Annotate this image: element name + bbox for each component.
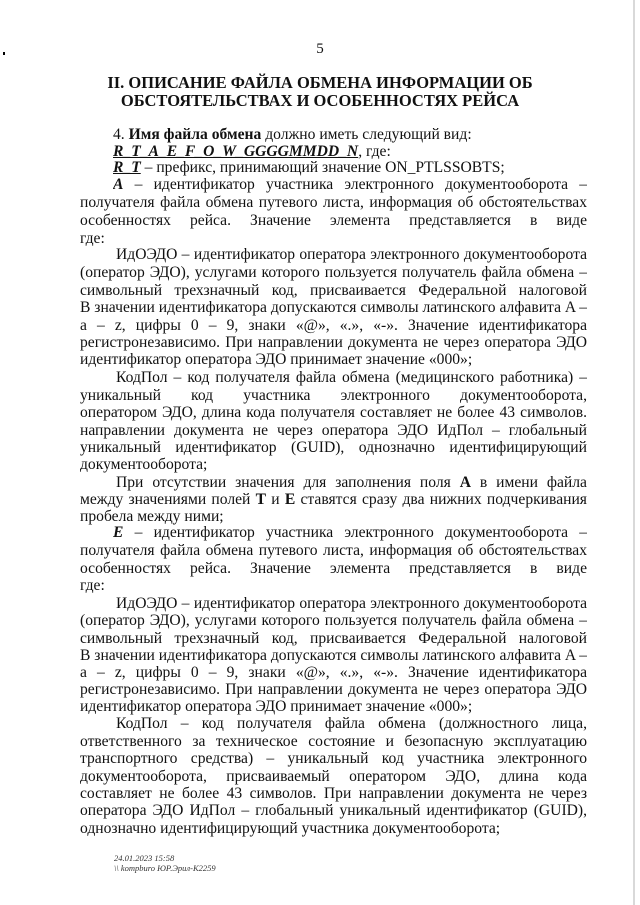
absence-field-a: А bbox=[459, 474, 471, 491]
a-block-line: особенностях рейса. Значение элемента представляется в виде bbox=[80, 212, 587, 229]
a-key: A bbox=[113, 176, 124, 193]
e-block-first-text: – идентификатор участника электронного документооборота – bbox=[123, 524, 587, 541]
e-kodpol-line: составляет не более 43 символов. При направлении документа не через bbox=[80, 785, 587, 802]
scan-edge bbox=[633, 0, 635, 905]
a-kodpol-line: направлении документа не через оператора ЭДО ИдПол – глобальный bbox=[80, 422, 587, 439]
a-idoedo-line: a – z, цифры 0 – 9, знаки «@», «.», «-». Значение идентификатора bbox=[80, 317, 587, 334]
absence-l1-pre: При отсутствии значения для заполнения поля bbox=[116, 474, 460, 491]
e-idoedo-line: В значении идентификатора допускаются символы латинского алфавита A – bbox=[80, 647, 587, 664]
a-kodpol-line: уникальный идентификатор (GUID), однозначно идентифицирующий bbox=[80, 439, 587, 456]
e-kodpol-line: документооборота, присваиваемый оператором ЭДО, длина кода bbox=[80, 768, 587, 785]
a-idoedo-line: символьный трехзначный код, присваивается Федеральной налоговой bbox=[80, 282, 587, 299]
e-block-line: получателя файла обмена путевого листа, информация об обстоятельствах bbox=[80, 542, 587, 559]
filename-suffix: , где: bbox=[358, 143, 391, 160]
absence-field-t: Т bbox=[255, 491, 267, 508]
a-block-first-line bbox=[113, 176, 587, 194]
absence-l2-post: ставятся сразу два нижних подчеркивания bbox=[300, 491, 587, 508]
section-title-line-2: ОБСТОЯТЕЛЬСТВАХ И ОСОБЕННОСТЯХ РЕЙСА bbox=[120, 91, 520, 110]
rt-text: – префикс, принимающий значение ON_PTLSSOBTS; bbox=[140, 159, 505, 176]
e-idoedo-line-last: идентификатор оператора ЭДО принимает значение «000»; bbox=[80, 698, 473, 715]
e-block-first-line bbox=[113, 524, 587, 542]
a-block-line-last: где: bbox=[80, 230, 105, 247]
absence-line-1 bbox=[116, 474, 587, 492]
absence-line-3: пробела между ними; bbox=[80, 508, 224, 525]
a-idoedo-line: ИдОЭДО – идентификатор оператора электронного документооборота bbox=[116, 246, 587, 263]
a-kodpol-line: уникальный код участника электронного документооборота, bbox=[80, 387, 587, 404]
section-title-line-1: II. ОПИСАНИЕ ФАЙЛА ОБМЕНА ИНФОРМАЦИИ ОБ bbox=[107, 73, 533, 92]
item4-bold-term: Имя файла обмена bbox=[128, 126, 262, 143]
e-idoedo-line: регистронезависимо. При направлении документа не через оператора ЭДО bbox=[80, 681, 587, 698]
e-kodpol-line: транспортного средства) – уникальный код участника электронного bbox=[80, 750, 587, 767]
a-block-line: получателя файла обмена путевого листа, информация об обстоятельствах bbox=[80, 194, 587, 211]
absence-l2-mid: и bbox=[266, 491, 285, 508]
absence-l2-pre: между значениями полей bbox=[80, 491, 256, 508]
a-idoedo-line: регистронезависимо. При направлении документа не через оператора ЭДО bbox=[80, 334, 587, 351]
e-kodpol-line: ответственного за техническое состояние и безопасную эксплуатацию bbox=[80, 733, 587, 750]
a-block-first-text: – идентификатор участника электронного документооборота – bbox=[123, 176, 587, 193]
e-idoedo-line: (оператор ЭДО), услугами которого пользуется получатель файла обмена – bbox=[80, 612, 587, 629]
e-kodpol-line-last: однозначно идентифицирующий участника документооборота; bbox=[80, 820, 501, 837]
e-idoedo-line: символьный трехзначный код, присваивается Федеральной налоговой bbox=[80, 630, 587, 647]
scan-speck bbox=[3, 52, 5, 55]
page-number: 5 bbox=[316, 41, 324, 57]
a-idoedo-line: В значении идентификатора допускаются символы латинского алфавита A – bbox=[80, 299, 587, 316]
filename-pattern: R_T_A_E_F_O_W_GGGGMMDD_N bbox=[113, 143, 359, 160]
e-block-line-last: где: bbox=[80, 577, 105, 594]
item4-rest: должно иметь следующий вид: bbox=[261, 126, 472, 143]
a-kodpol-line: КодПол – код получателя файла обмена (медицинского работника) – bbox=[116, 369, 587, 386]
absence-l1-post: в имени файла bbox=[479, 474, 587, 491]
item4-line bbox=[113, 126, 587, 144]
item4-number: 4. bbox=[113, 126, 129, 143]
print-timestamp: 24.01.2023 15:58 bbox=[114, 853, 175, 863]
a-idoedo-line: (оператор ЭДО), услугами которого пользуется получатель файла обмена – bbox=[80, 264, 587, 281]
e-kodpol-line: КодПол – код получателя файла обмена (должностного лица, bbox=[116, 715, 587, 732]
a-kodpol-line-last: документооборота; bbox=[80, 456, 208, 473]
rt-prefix-line bbox=[113, 159, 587, 177]
a-kodpol-line: оператором ЭДО, длина кода получателя составляет не более 43 символов. bbox=[80, 404, 587, 421]
a-idoedo-line-last: идентификатор оператора ЭДО принимает значение «000»; bbox=[80, 351, 473, 368]
rt-key: R_T bbox=[113, 159, 141, 176]
absence-line-2 bbox=[80, 491, 587, 509]
absence-field-e: Е bbox=[284, 491, 296, 508]
e-idoedo-line: ИдОЭДО – идентификатор оператора электронного документооборота bbox=[116, 595, 587, 612]
e-kodpol-line: оператора ЭДО ИдПол – глобальный уникальный идентификатор (GUID), bbox=[80, 802, 587, 819]
print-source-path: \\ kompburo ЮР.Эрил-К2259 bbox=[114, 863, 216, 873]
e-block-line: особенностях рейса. Значение элемента представляется в виде bbox=[80, 560, 587, 577]
e-key: E bbox=[113, 524, 124, 541]
e-idoedo-line: a – z, цифры 0 – 9, знаки «@», «.», «-». Значение идентификатора bbox=[80, 664, 587, 681]
